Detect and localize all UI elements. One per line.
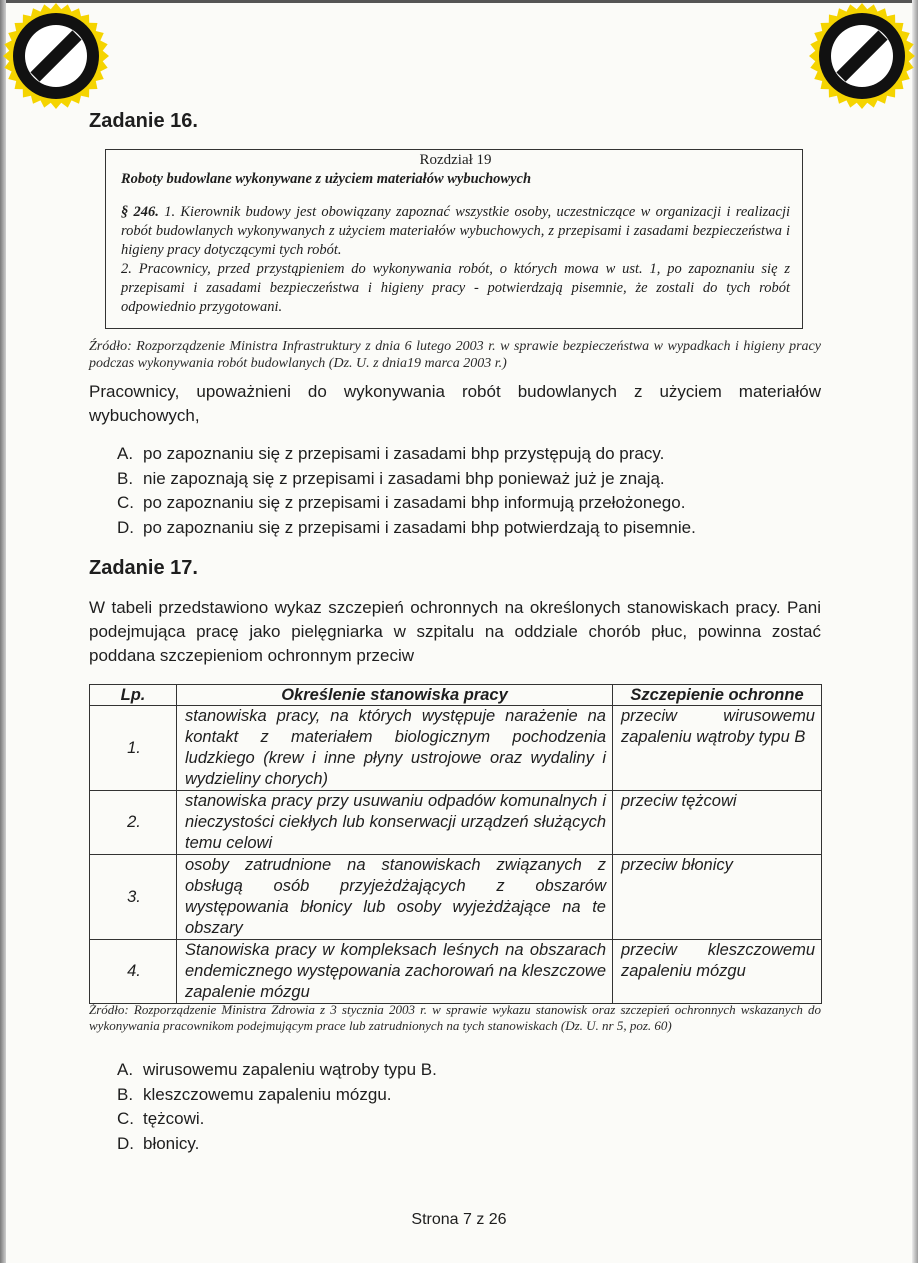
cell-lp: 1.: [90, 706, 177, 791]
table-header-row: [90, 685, 822, 706]
task16-question: Pracownicy, upoważnieni do wykonywania robót budowlanych z użyciem materiałów wybuchowych,: [89, 382, 821, 425]
task16-source: Źródło: Rozporządzenie Ministra Infrastruktury z dnia 6 lutego 2003 r. w sprawie bezpieczeństwa w wypadkach i higieny pracy podczas wykonywania robót budowlanych (Dz. U. z dnia19 marca 2003 r.): [89, 339, 821, 371]
table-row: [90, 706, 822, 791]
cell-vaccination: przeciw kleszczowemu zapaleniu mózgu: [613, 940, 822, 1004]
task17-question: W tabeli przedstawiono wykaz szczepień ochronnych na określonych stanowiskach pracy. Pani podejmująca pracę jako pielęgniarka w szpitalu na oddziale chorób płuc, powinna zostać poddana szczepieniom ochronnym przeciw: [89, 598, 821, 665]
answer-option[interactable]: D. po zapoznaniu się z przepisami i zasadami bhp potwierdzają to pisemnie.: [117, 517, 696, 537]
column-header-position: Określenie stanowiska pracy: [177, 685, 613, 706]
prohibition-badge-icon: [2, 2, 110, 110]
table-row: [90, 940, 822, 1004]
vaccination-table: [89, 684, 822, 1004]
cell-position: stanowiska pracy przy usuwaniu odpadów komunalnych i nieczystości ciekłych lub konserwacji urządzeń służących temu celowi: [177, 791, 613, 855]
task17-options: [117, 1058, 437, 1156]
table-row: [90, 791, 822, 855]
task17-heading: Zadanie 17.: [89, 557, 198, 579]
task17-source: Źródło: Rozporządzenie Ministra Zdrowia z 3 stycznia 2003 r. w sprawie wykazu stanowisk oraz szczepień ochronnych wskazanych do wykonywania pracownikom podejmującym prace lub zatrudnionych na tych stanowiskach (Dz. U. nr 5, poz. 60): [89, 1002, 821, 1033]
cell-lp: 2.: [90, 791, 177, 855]
cell-position: Stanowiska pracy w kompleksach leśnych na obszarach endemicznego występowania zachorowań na kleszczowe zapalenie mózgu: [177, 940, 613, 1004]
scan-edge-left: [0, 0, 6, 1263]
excerpt-paragraph-2: 2. Pracownicy, przed przystąpieniem do wykonywania robót, o których mowa w ust. 1, po zapoznaniu się z przepisami i zasadami bezpieczeństwa i higieny pracy - potwierdzają pisemnie, że zostali do tych robót odpowiednio przygotowani.: [121, 261, 790, 315]
answer-option[interactable]: D. błonicy.: [117, 1133, 200, 1153]
prohibition-badge-icon: [808, 2, 916, 110]
answer-option[interactable]: B. kleszczowemu zapaleniu mózgu.: [117, 1084, 392, 1104]
cell-position: osoby zatrudnione na stanowiskach związanych z obsługą osób przyjeżdżających z obszarów występowania błonicy lub osoby wyjeżdżające na te obszary: [177, 855, 613, 940]
column-header-vaccination: Szczepienie ochronne: [613, 685, 822, 706]
cell-vaccination: przeciw tężcowi: [613, 791, 822, 855]
excerpt-chapter: Rozdział 19: [419, 152, 492, 168]
cell-lp: 3.: [90, 855, 177, 940]
cell-lp: 4.: [90, 940, 177, 1004]
excerpt-paragraph-1: [121, 203, 790, 260]
section-number: § 246.: [121, 204, 159, 220]
answer-option[interactable]: C. po zapoznaniu się z przepisami i zasadami bhp informują przełożonego.: [117, 493, 686, 512]
cell-vaccination: przeciw wirusowemu zapaleniu wątroby typu B: [613, 706, 822, 791]
excerpt-title: Roboty budowlane wykonywane z użyciem materiałów wybuchowych: [121, 171, 532, 187]
answer-option[interactable]: A. wirusowemu zapaleniu wątroby typu B.: [117, 1060, 437, 1079]
task16-options: [117, 442, 696, 540]
cell-vaccination: przeciw błonicy: [613, 855, 822, 940]
answer-option[interactable]: C. tężcowi.: [117, 1109, 205, 1128]
scan-edge-right: [912, 0, 918, 1263]
regulation-excerpt: [105, 149, 803, 329]
scan-edge-top: [0, 0, 918, 3]
cell-position: stanowiska pracy, na których występuje narażenie na kontakt z materiałem biologicznym pochodzenia ludzkiego (krew i inne płyny ustrojowe oraz wydaliny i wydzieliny chorych): [177, 706, 613, 791]
column-header-lp: Lp.: [90, 685, 177, 706]
page-number: Strona 7 z 26: [411, 1211, 507, 1228]
answer-option[interactable]: B. nie zapoznają się z przepisami i zasadami bhp ponieważ już je znają.: [117, 468, 665, 488]
answer-option[interactable]: A. po zapoznaniu się z przepisami i zasadami bhp przystępują do pracy.: [117, 444, 665, 463]
table-row: [90, 855, 822, 940]
task16-heading: Zadanie 16.: [89, 110, 198, 132]
excerpt-para1-text: 1. Kierownik budowy jest obowiązany zapoznać wszystkie osoby, uczestniczące w organizacji i realizacji robót budowlanych wykonywanych z użyciem materiałów wybuchowych, z przepisami i zasadami bezpieczeństwa i higieny pracy dotyczącymi tych robót.: [121, 204, 790, 258]
